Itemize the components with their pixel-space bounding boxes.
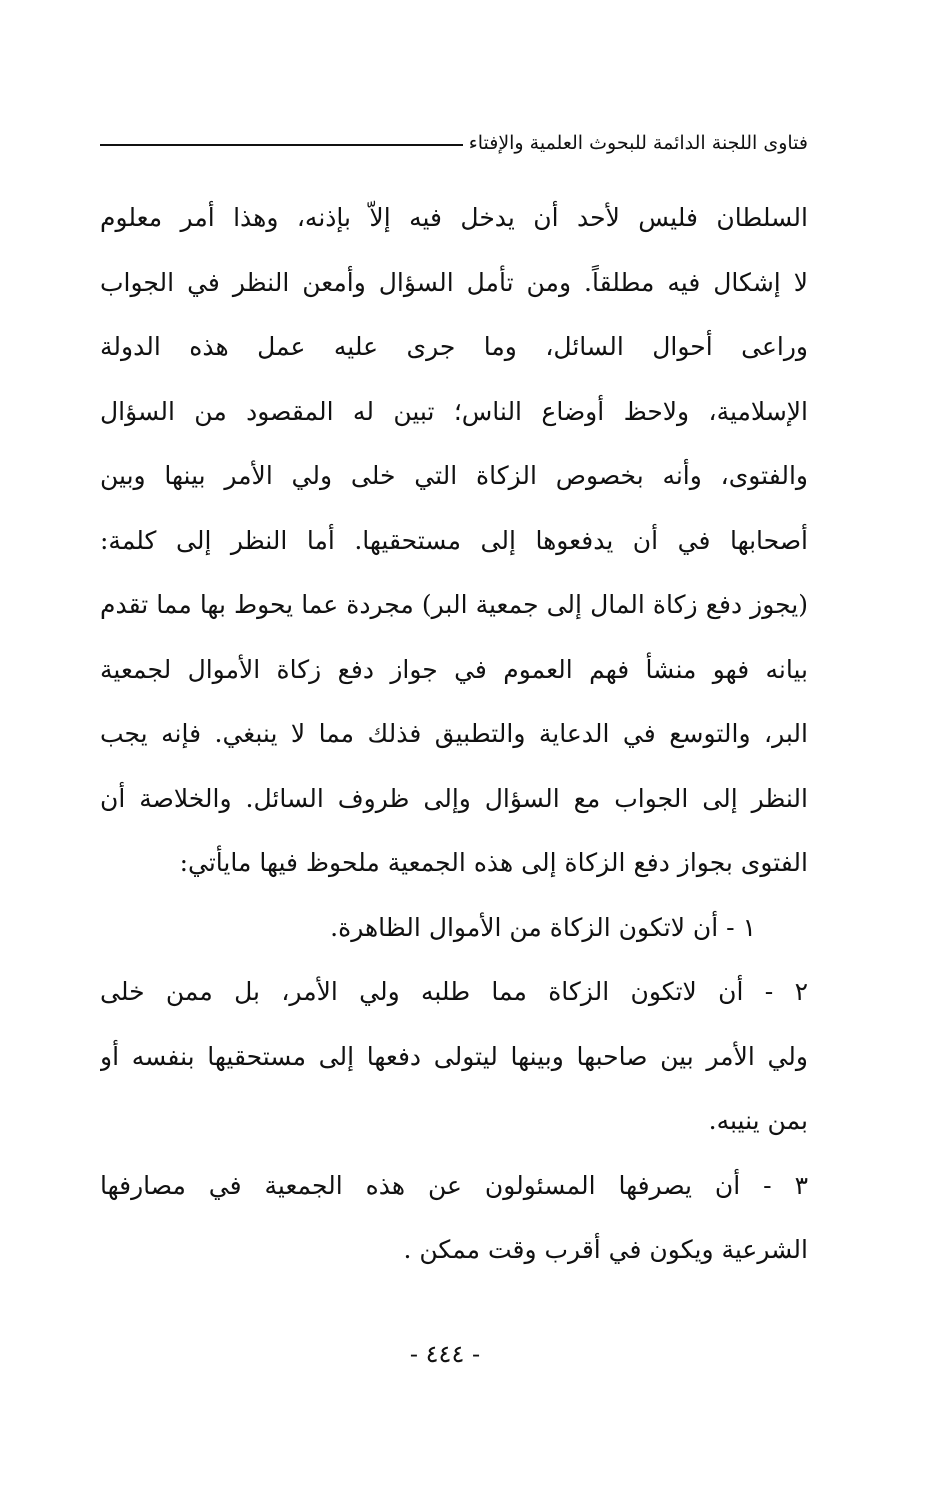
- list-item: ٢ - أن لاتكون الزكاة مما طلبه ولي الأمر، بل ممن خلى: [100, 977, 808, 1006]
- text-line: وراعى أحوال السائل، وما جرى عليه عمل هذه الدولة: [100, 332, 808, 361]
- body-text: [100, 186, 808, 1283]
- text-line: لا إشكال فيه مطلقاً. ومن تأمل السؤال وأمعن النظر في الجواب: [100, 267, 808, 297]
- running-header: [100, 126, 808, 160]
- text-line: بيانه فهو منشأ فهم العموم في جواز دفع زكاة الأموال لجمعية: [100, 654, 808, 684]
- text-line: والفتوى، وأنه بخصوص الزكاة التي خلى ولي الأمر بينها وبين: [100, 461, 808, 490]
- text-line: النظر إلى الجواب مع السؤال وإلى ظروف السائل. والخلاصة أن: [100, 783, 808, 813]
- text-line: الشرعية ويكون في أقرب وقت ممكن .: [403, 1235, 808, 1264]
- list-item: ١ - أن لاتكون الزكاة من الأموال الظاهرة.: [330, 912, 756, 942]
- text-line: البر، والتوسع في الدعاية والتطبيق فذلك مما لا ينبغي. فإنه يجب: [100, 719, 808, 748]
- text-line: أصحابها في أن يدفعوها إلى مستحقيها. أما النظر إلى كلمة:: [100, 525, 808, 555]
- text-line: الفتوى بجواز دفع الزكاة إلى هذه الجمعية ملحوظ فيها مايأتي:: [179, 848, 808, 877]
- header-rule: [100, 144, 463, 146]
- text-line: (يجوز دفع زكاة المال إلى جمعية البر) مجردة عما يحوط بها مما تقدم: [100, 590, 808, 619]
- text-line: السلطان فليس لأحد أن يدخل فيه إلاّ بإذنه، وهذا أمر معلوم: [100, 203, 808, 232]
- text-line: بمن ينيبه.: [708, 1106, 808, 1135]
- list-item: ٣ - أن يصرفها المسئولون عن هذه الجمعية في مصارفها: [100, 1170, 808, 1200]
- page-number: - ٤٤٤ -: [409, 1340, 481, 1368]
- text-line: ولي الأمر بين صاحبها وبينها ليتولى دفعها إلى مستحقيها بنفسه أو: [100, 1041, 808, 1071]
- header-title: فتاوى اللجنة الدائمة للبحوث العلمية والإفتاء: [468, 132, 808, 154]
- text-line: الإسلامية، ولاحظ أوضاع الناس؛ تبين له المقصود من السؤال: [100, 396, 808, 426]
